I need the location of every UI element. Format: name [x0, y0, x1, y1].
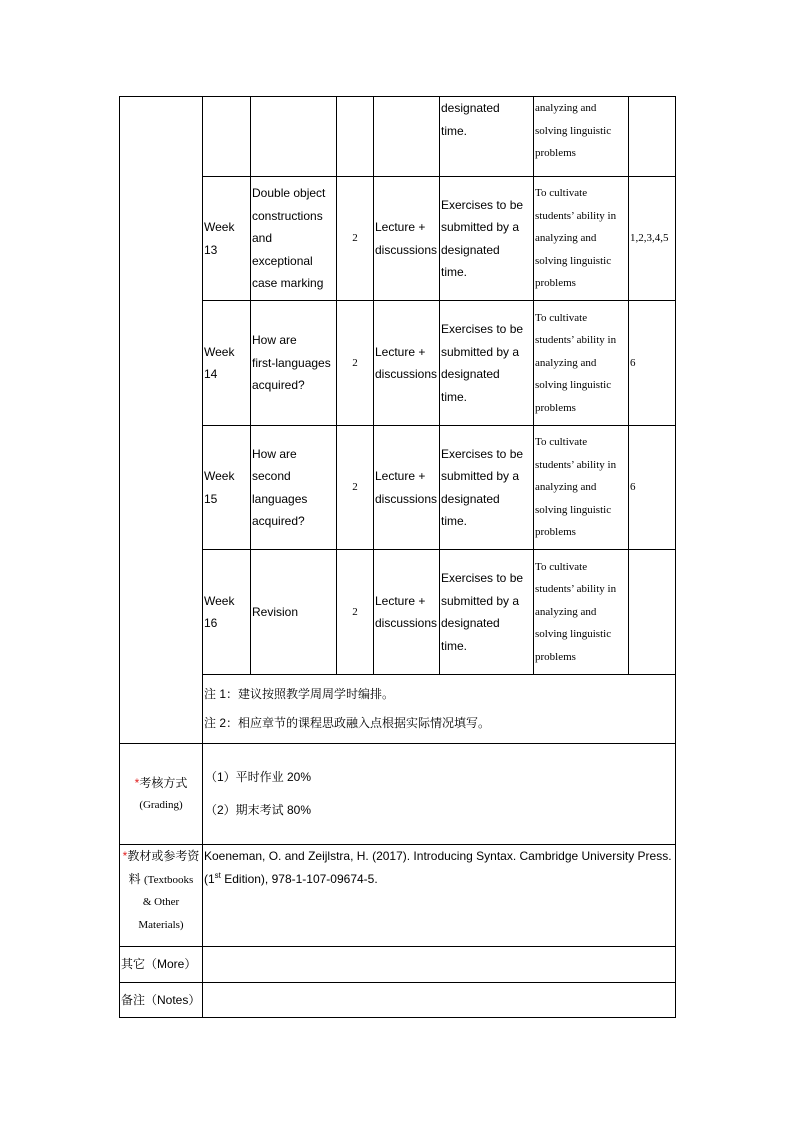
hours-cell: 2 [337, 426, 374, 550]
grading-row [120, 744, 676, 845]
objective-line: problems [535, 526, 576, 539]
remarks-label-cell [120, 983, 203, 1018]
table-row [120, 550, 676, 675]
objective-line: analyzing and [535, 605, 597, 618]
topic-line: acquired? [252, 378, 305, 393]
assessment-line: Exercises to be [441, 197, 524, 212]
topic-line: acquired? [252, 514, 305, 528]
more-content-cell [203, 947, 676, 983]
assessment-line: time. [441, 514, 468, 528]
week-cell [203, 97, 251, 177]
objective-line: solving linguistic [535, 503, 612, 516]
assessment-line: designated [441, 242, 500, 257]
objective-line: To cultivate [535, 560, 588, 573]
topic-line: constructions [252, 208, 323, 223]
week-number: 14 [204, 367, 218, 381]
assessment-line: designated [441, 101, 500, 115]
materials-label-cn-2: 料 [128, 871, 141, 886]
required-star: * [134, 775, 140, 790]
notes-row [120, 675, 676, 744]
materials-label-line [121, 868, 201, 892]
objective-line: students’ ability in [535, 209, 617, 222]
objective-line: solving linguistic [535, 379, 612, 392]
note-2: 注 2：相应章节的课程思政融入点根据实际情况填写。 [204, 716, 491, 730]
table-row [120, 426, 676, 550]
assessment-cell [440, 550, 534, 675]
grading-label-en: (Grading) [139, 799, 183, 811]
objective-line: analyzing and [535, 356, 597, 369]
method-cell [374, 301, 440, 426]
week-cell [203, 550, 251, 675]
textbook-text-end: Edition), 978-1-107-09674-5. [220, 871, 378, 886]
objective-line: problems [535, 277, 576, 290]
hours-cell: 2 [337, 301, 374, 426]
table-row [120, 177, 676, 301]
topic-cell [251, 97, 337, 177]
table-row [120, 301, 676, 426]
method-line: Lecture + [375, 344, 426, 359]
week-number: 13 [204, 242, 218, 257]
objective-line: problems [535, 401, 576, 414]
hours-cell: 2 [337, 177, 374, 301]
objective-cell [534, 97, 629, 177]
objective-cell [534, 550, 629, 675]
method-line: discussions [375, 242, 438, 257]
topic-line: first-languages [252, 355, 331, 370]
method-line: Lecture + [375, 469, 426, 483]
objective-cell [534, 177, 629, 301]
topic-cell [251, 177, 337, 301]
method-cell [374, 177, 440, 301]
objective-line: analyzing and [535, 481, 597, 494]
method-line: Lecture + [375, 220, 426, 234]
textbook-reference [204, 849, 672, 886]
note-1: 注 1：建议按照教学周周学时编排。 [204, 687, 395, 701]
materials-label-en-1: (Textbooks [144, 873, 194, 886]
grading-item: （1）平时作业 20% [205, 770, 312, 784]
assessment-line: submitted by a [441, 593, 520, 608]
assessment-line: submitted by a [441, 469, 520, 483]
outcomes-cell [629, 550, 676, 675]
objective-line: solving linguistic [535, 254, 612, 267]
objective-line: problems [535, 147, 576, 159]
objective-line: problems [535, 650, 576, 663]
more-label-cell [120, 947, 203, 983]
hours-cell: 2 [337, 550, 374, 675]
grading-label [121, 772, 201, 795]
left-label-cell [120, 97, 203, 744]
assessment-line: Exercises to be [441, 446, 524, 461]
edition-superscript: st [214, 870, 221, 880]
assessment-line: submitted by a [441, 220, 520, 234]
method-cell [374, 426, 440, 550]
objective-line: students’ ability in [535, 334, 617, 347]
week-number: 15 [204, 491, 218, 506]
objective-line: To cultivate [535, 187, 588, 200]
assessment-line: designated [441, 367, 500, 381]
materials-label-cell [120, 845, 203, 947]
remarks-label: 备注（Notes） [121, 992, 201, 1007]
topic-line: case marking [252, 276, 324, 291]
topic-line: languages [252, 491, 308, 506]
objective-line: students’ ability in [535, 458, 617, 471]
assessment-line: submitted by a [441, 344, 520, 359]
topic-cell [251, 301, 337, 426]
assessment-line: designated [441, 491, 500, 506]
remarks-content-cell [203, 983, 676, 1018]
assessment-line: designated [441, 616, 500, 630]
week-cell [203, 177, 251, 301]
grading-label-cell [120, 744, 203, 845]
objective-cell [534, 301, 629, 426]
assessment-cell [440, 426, 534, 550]
week-cell [203, 301, 251, 426]
grading-content-cell [203, 744, 676, 845]
method-line: Lecture + [375, 593, 426, 608]
assessment-line: time. [441, 265, 468, 279]
outcomes-cell [629, 97, 676, 177]
materials-label-cn: 教材或参考资 [127, 849, 200, 863]
assessment-line: Exercises to be [441, 322, 524, 336]
materials-content-cell [203, 845, 676, 947]
materials-label [121, 845, 201, 868]
method-cell [374, 97, 440, 177]
method-line: discussions [375, 491, 438, 506]
assessment-cell [440, 97, 534, 177]
materials-label-en-2: & Other [142, 896, 180, 908]
assessment-line: Exercises to be [441, 571, 524, 585]
topic-line: second [252, 469, 291, 483]
week-label: Week [204, 220, 235, 234]
objective-line: analyzing and [535, 232, 597, 245]
materials-label-en-3: Materials) [138, 918, 184, 931]
objective-line: To cultivate [535, 436, 588, 449]
week-label: Week [204, 593, 235, 608]
notes-cell [203, 675, 676, 744]
topic-line: Revision [252, 604, 299, 619]
week-cell [203, 426, 251, 550]
assessment-line: time. [441, 389, 468, 404]
topic-line: and [252, 231, 273, 246]
outcomes-cell: 1,2,3,4,5 [629, 177, 676, 301]
outcomes-cell: 6 [629, 426, 676, 550]
grading-label-cn: 考核方式 [139, 775, 188, 790]
table-row-continued [120, 97, 676, 177]
objective-line: solving linguistic [535, 124, 612, 137]
assessment-line: time. [441, 638, 468, 653]
week-number: 16 [204, 616, 218, 630]
objective-line: To cultivate [535, 311, 588, 324]
topic-line: How are [252, 446, 297, 461]
week-label: Week [204, 344, 235, 359]
remarks-row [120, 983, 676, 1018]
hours-cell [337, 97, 374, 177]
outcomes-cell: 6 [629, 301, 676, 426]
assessment-cell [440, 301, 534, 426]
required-star: * [122, 849, 128, 863]
week-label: Week [204, 469, 235, 483]
topic-line: Double object [252, 186, 326, 201]
topic-cell [251, 550, 337, 675]
topic-line: exceptional [252, 253, 313, 268]
syllabus-table [119, 96, 676, 1018]
assessment-cell [440, 177, 534, 301]
objective-line: analyzing and [535, 102, 597, 114]
textbook-text: Koeneman, O. and Zeijlstra, H. (2017). Introducing Syntax. Cambridge University Press. (1 [204, 849, 672, 886]
materials-row [120, 845, 676, 947]
method-line: discussions [375, 367, 438, 381]
objective-cell [534, 426, 629, 550]
topic-line: How are [252, 333, 297, 348]
objective-line: students’ ability in [535, 583, 617, 596]
more-row [120, 947, 676, 983]
grading-item: （2）期末考试 80% [205, 803, 312, 817]
method-line: discussions [375, 616, 438, 630]
method-cell [374, 550, 440, 675]
topic-cell [251, 426, 337, 550]
more-label: 其它（More） [121, 957, 197, 972]
assessment-line: time. [441, 123, 468, 138]
objective-line: solving linguistic [535, 628, 612, 641]
